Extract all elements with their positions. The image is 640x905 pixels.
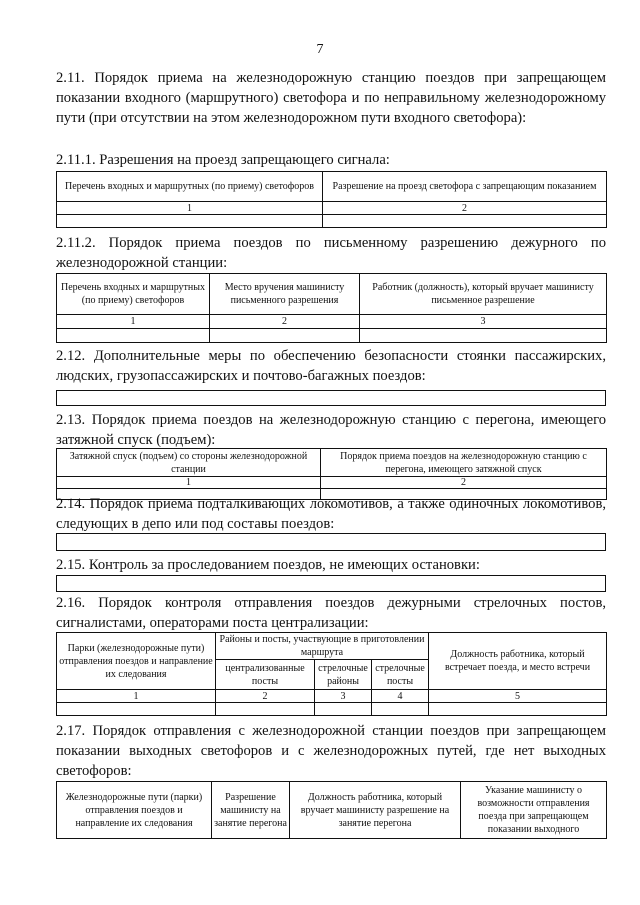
table-header-cell: Парки (железнодорожные пути) отправления поездов и направление их следования — [57, 633, 216, 690]
table-number-cell: 2 — [216, 690, 315, 703]
table-number-cell: 2 — [323, 202, 607, 215]
table-header-cell: Работник (должность), который вручает машинисту письменное разрешение — [360, 274, 607, 315]
table-header-cell: Порядок приема поездов на железнодорожную станцию с перегона, имеющего затяжной спуск — [321, 449, 607, 477]
table-header-cell: стрелочные районы — [315, 660, 372, 690]
table-number-row — [57, 202, 607, 215]
table-number-row — [57, 477, 607, 489]
section-2-11-text: 2.11. Порядок приема на железнодорожную станцию поездов при запрещающем показании входного (маршрутного) светофора и по неправильному железнодорожному пути (при отсутствии на этом железнодорожном пути входного светофора): — [56, 70, 606, 126]
table-header-cell: стрелочные посты — [372, 660, 429, 690]
section-2-11-2-title: 2.11.2. Порядок приема поездов по письменному разрешению дежурного по железнодорожной станции: — [56, 235, 606, 271]
table-header-row — [57, 782, 607, 839]
table-header-row — [57, 172, 607, 202]
table-header-cell: Перечень входных и маршрутных (по приему) светофоров — [57, 274, 210, 315]
table-empty-row — [57, 703, 607, 716]
table-number-cell: 2 — [210, 315, 360, 329]
table-number-cell: 5 — [429, 690, 607, 703]
table-header-cell: Должность работника, который встречает поезда, и место встречи — [429, 633, 607, 690]
answer-box-2-14 — [56, 533, 606, 551]
table-empty-row — [57, 329, 607, 343]
section-2-11-1-title: 2.11.1. Разрешения на проезд запрещающего сигнала: — [56, 152, 390, 168]
section-2-16-text: 2.16. Порядок контроля отправления поездов дежурными стрелочных постов, сигналистами, операторами поста централизации: — [56, 595, 606, 631]
table-number-cell: 2 — [321, 477, 607, 489]
table-header-row — [57, 633, 607, 660]
table-header-cell: Должность работника, который вручает машинисту разрешение на занятие перегона — [290, 782, 461, 839]
table-2-16 — [56, 632, 607, 716]
section-2-17-text: 2.17. Порядок отправления с железнодорожной станции поездов при запрещающем показании выходных светофоров и с железнодорожных путей, где нет выходных светофоров: — [56, 723, 606, 779]
table-number-cell: 1 — [57, 315, 210, 329]
section-2-12-text: 2.12. Дополнительные меры по обеспечению безопасности стоянки пассажирских, людских, грузопассажирских и почтово-багажных поездов: — [56, 348, 606, 384]
table-header-cell: Перечень входных и маршрутных (по приему) светофоров — [57, 172, 323, 202]
table-header-cell: Место вручения машинисту письменного разрешения — [210, 274, 360, 315]
table-empty-row — [57, 215, 607, 228]
table-2-11-1 — [56, 171, 607, 228]
section-2-14-text: 2.14. Порядок приема подталкивающих локомотивов, а также одиночных локомотивов, следующих в депо или под составы поездов: — [56, 496, 606, 532]
table-number-row — [57, 315, 607, 329]
table-number-cell: 3 — [315, 690, 372, 703]
table-2-11-2 — [56, 273, 607, 343]
table-header-row — [57, 274, 607, 315]
table-2-17 — [56, 781, 607, 839]
table-number-cell: 1 — [57, 690, 216, 703]
table-number-row — [57, 690, 607, 703]
table-header-cell: Разрешение на проезд светофора с запрещающим показанием — [323, 172, 607, 202]
table-header-cell: Разрешение машинисту на занятие перегона — [212, 782, 290, 839]
table-number-cell: 3 — [360, 315, 607, 329]
table-header-row — [57, 449, 607, 477]
answer-box-2-15 — [56, 575, 606, 592]
table-number-cell: 4 — [372, 690, 429, 703]
section-2-15-text: 2.15. Контроль за проследованием поездов, не имеющих остановки: — [56, 557, 480, 573]
table-header-cell: централизованные посты — [216, 660, 315, 690]
table-number-cell: 1 — [57, 477, 321, 489]
table-number-cell: 1 — [57, 202, 323, 215]
table-header-group-cell: Районы и посты, участвующие в приготовлении маршрута — [216, 633, 429, 660]
table-header-cell: Железнодорожные пути (парки) отправления поездов и направление их следования — [57, 782, 212, 839]
table-header-cell: Указание машинисту о возможности отправления поезда при запрещающем показании выходного — [461, 782, 607, 839]
answer-box-2-12 — [56, 390, 606, 406]
table-header-cell: Затяжной спуск (подъем) со стороны железнодорожной станции — [57, 449, 321, 477]
page-number: 7 — [316, 42, 324, 57]
table-2-13 — [56, 448, 607, 500]
section-2-13-text: 2.13. Порядок приема поездов на железнодорожную станцию с перегона, имеющего затяжной спуск (подъем): — [56, 412, 606, 448]
